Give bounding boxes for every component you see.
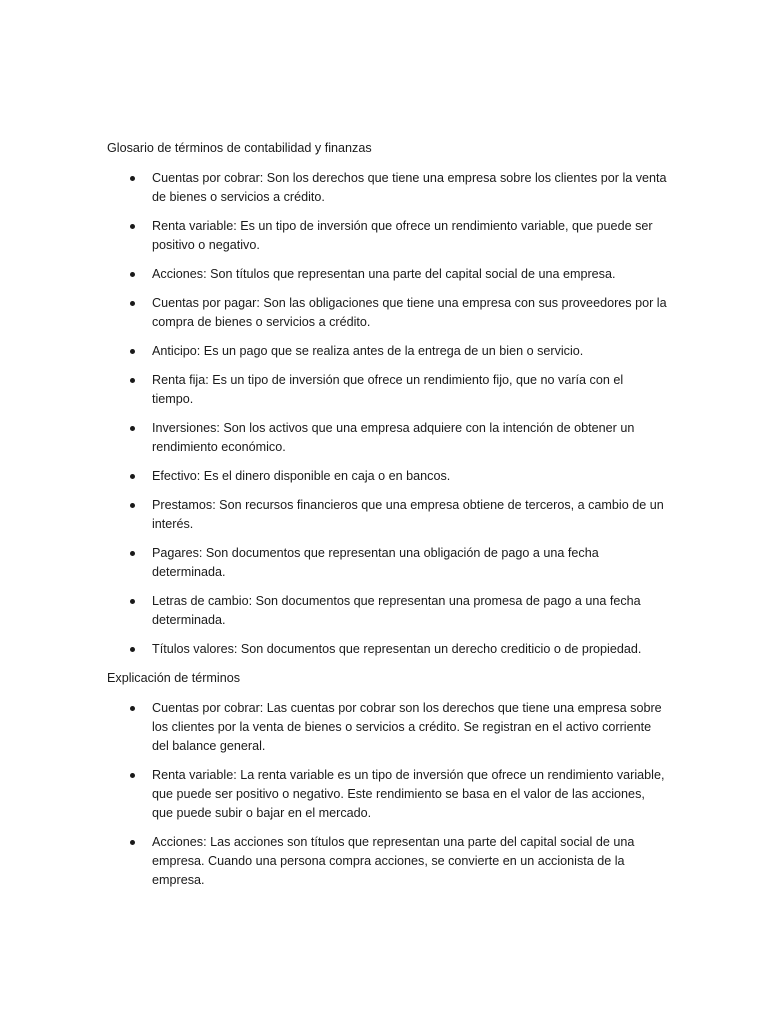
glossary-item-text: Cuentas por cobrar: Son los derechos que tiene una empresa sobre los clientes por la venta de bienes o servicios a crédito. xyxy=(152,171,667,204)
bullet-icon xyxy=(130,301,135,306)
bullet-icon xyxy=(130,474,135,479)
bullet-icon xyxy=(130,349,135,354)
bullet-icon xyxy=(130,599,135,604)
bullet-icon xyxy=(130,503,135,508)
glossary-item xyxy=(107,265,667,284)
glossary-title: Glosario de términos de contabilidad y finanzas xyxy=(107,141,372,155)
glossary-item xyxy=(107,496,667,534)
glossary-item xyxy=(107,419,667,457)
explanation-item xyxy=(107,699,667,756)
document-body xyxy=(107,139,667,900)
glossary-item-text: Letras de cambio: Son documentos que representan una promesa de pago a una fecha determinada. xyxy=(152,594,641,627)
glossary-item-text: Inversiones: Son los activos que una empresa adquiere con la intención de obtener un rendimiento económico. xyxy=(152,421,635,454)
explanation-item-text: Acciones: Las acciones son títulos que representan una parte del capital social de una empresa. Cuando una persona compra acciones, se convierte en un accionista de la empresa. xyxy=(152,835,635,887)
glossary-item-text: Pagares: Son documentos que representan una obligación de pago a una fecha determinada. xyxy=(152,546,599,579)
bullet-icon xyxy=(130,176,135,181)
glossary-item-text: Anticipo: Es un pago que se realiza antes de la entrega de un bien o servicio. xyxy=(152,344,584,358)
bullet-icon xyxy=(130,272,135,277)
bullet-icon xyxy=(130,706,135,711)
explanation-item xyxy=(107,766,667,823)
glossary-item xyxy=(107,169,667,207)
bullet-icon xyxy=(130,224,135,229)
glossary-item xyxy=(107,342,667,361)
bullet-icon xyxy=(130,378,135,383)
glossary-item-text: Renta variable: Es un tipo de inversión que ofrece un rendimiento variable, que puede ser positivo o negativo. xyxy=(152,219,653,252)
glossary-item-text: Cuentas por pagar: Son las obligaciones que tiene una empresa con sus proveedores por la compra de bienes o servicios a crédito. xyxy=(152,296,667,329)
explanation-item-text: Renta variable: La renta variable es un tipo de inversión que ofrece un rendimiento variable, que puede ser positivo o negativo. Este rendimiento se basa en el valor de las acciones, que puede subir o bajar en el mercado. xyxy=(152,768,665,820)
glossary-item xyxy=(107,467,667,486)
bullet-icon xyxy=(130,426,135,431)
bullet-icon xyxy=(130,840,135,845)
glossary-item-text: Renta fija: Es un tipo de inversión que ofrece un rendimiento fijo, que no varía con el tiempo. xyxy=(152,373,624,406)
glossary-item-text: Prestamos: Son recursos financieros que una empresa obtiene de terceros, a cambio de un interés. xyxy=(152,498,664,531)
bullet-icon xyxy=(130,647,135,652)
glossary-list xyxy=(107,169,667,659)
explanation-list xyxy=(107,699,667,890)
explanation-title: Explicación de términos xyxy=(107,671,240,685)
glossary-item xyxy=(107,371,667,409)
glossary-item xyxy=(107,294,667,332)
glossary-item xyxy=(107,544,667,582)
explanation-item-text: Cuentas por cobrar: Las cuentas por cobrar son los derechos que tiene una empresa sobre los clientes por la venta de bienes o servicios a crédito. Se registran en el activo corriente del balance general. xyxy=(152,701,662,753)
glossary-item-text: Títulos valores: Son documentos que representan un derecho crediticio o de propiedad. xyxy=(152,642,642,656)
explanation-item xyxy=(107,833,667,890)
bullet-icon xyxy=(130,551,135,556)
glossary-item xyxy=(107,592,667,630)
glossary-item xyxy=(107,640,667,659)
glossary-item-text: Efectivo: Es el dinero disponible en caja o en bancos. xyxy=(152,469,451,483)
bullet-icon xyxy=(130,773,135,778)
glossary-item xyxy=(107,217,667,255)
glossary-item-text: Acciones: Son títulos que representan una parte del capital social de una empresa. xyxy=(152,267,616,281)
